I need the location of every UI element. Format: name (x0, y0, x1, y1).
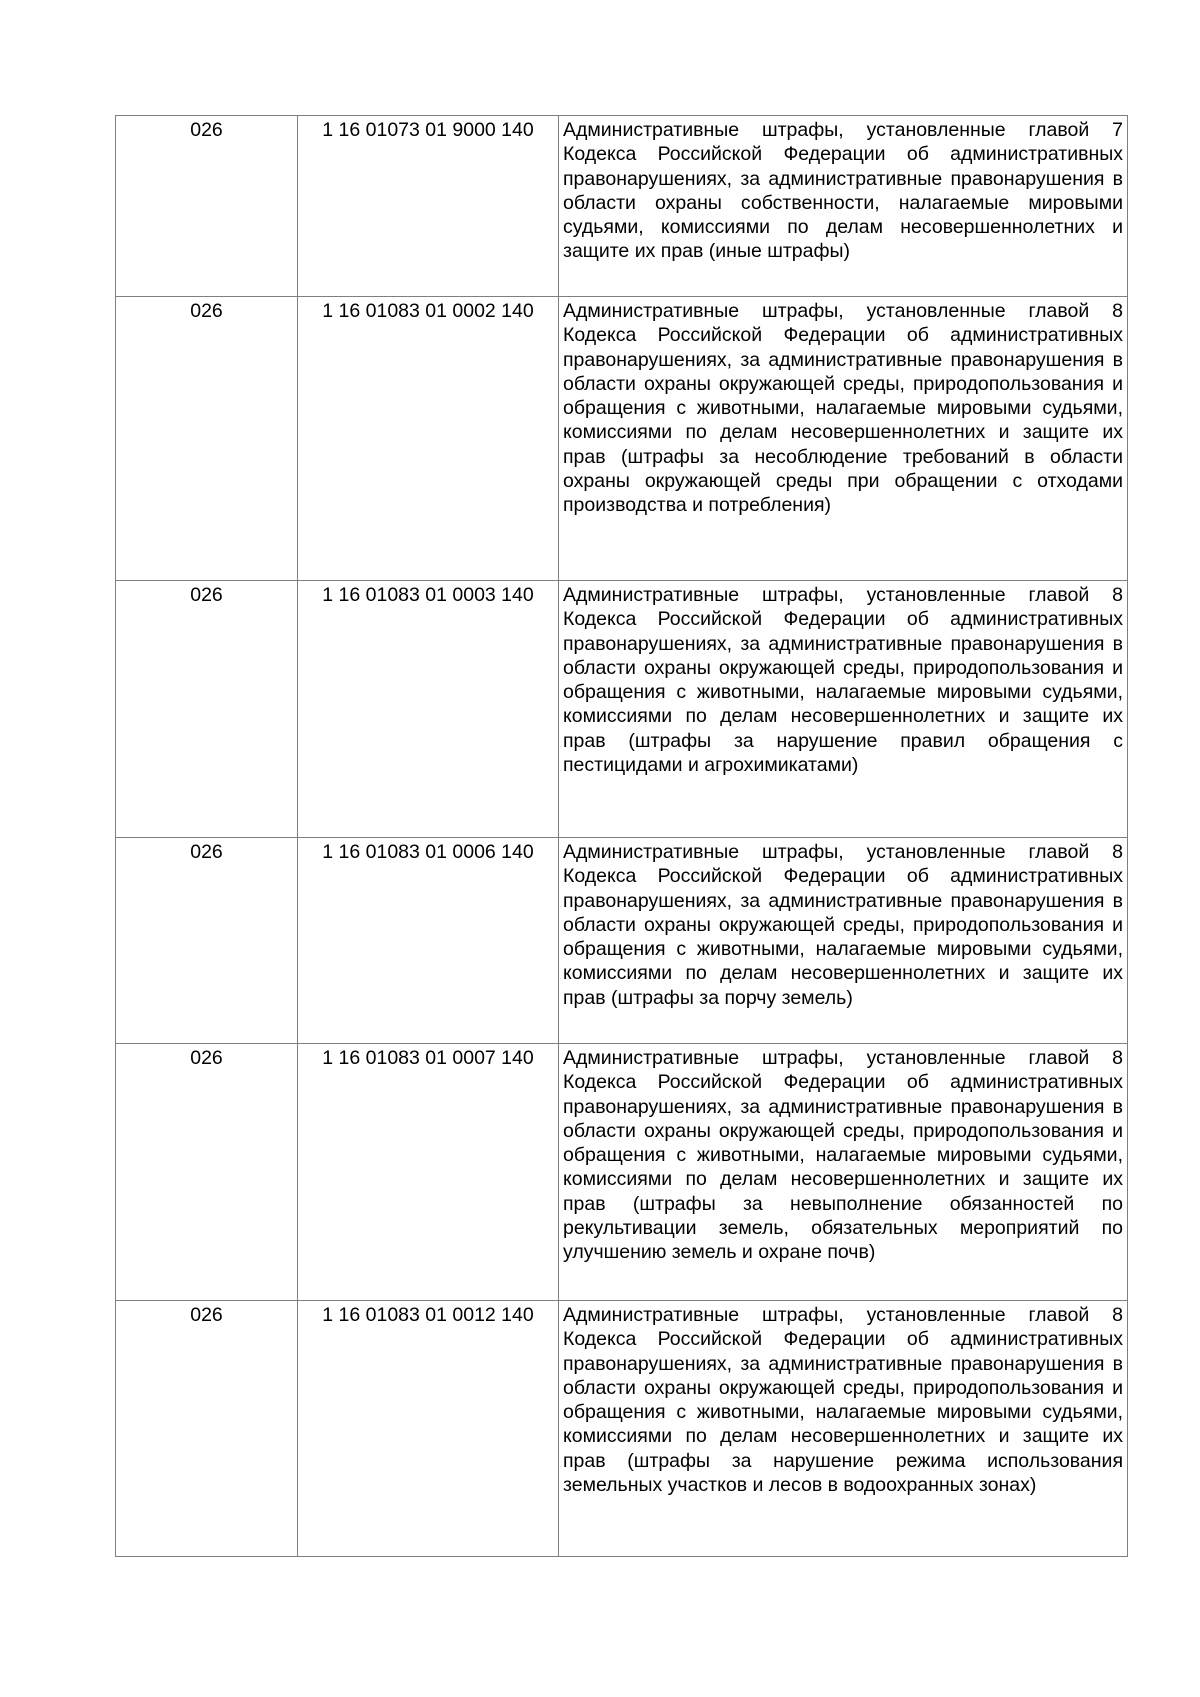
table-row (116, 581, 1128, 838)
revenue-name-cell: Административные штрафы, установленные главой 8 Кодекса Российской Федерации об административных правонарушениях, за административные правонарушения в области охраны окружающей среды, природопользования и обращения с животными, налагаемые мировыми судьями, комиссиями по делам несовершеннолетних и защите их прав (штрафы за порчу земель) (559, 838, 1128, 1044)
table-row (116, 838, 1128, 1044)
revenue-name-cell: Административные штрафы, установленные главой 8 Кодекса Российской Федерации об административных правонарушениях, за административные правонарушения в области охраны окружающей среды, природопользования и обращения с животными, налагаемые мировыми судьями, комиссиями по делам несовершеннолетних и защите их прав (штрафы за нарушение правил обращения с пестицидами и агрохимикатами) (559, 581, 1128, 838)
kbk-code-cell: 1 16 01073 01 9000 140 (298, 116, 559, 297)
budget-codes-table (115, 115, 1128, 1557)
admin-code-cell: 026 (116, 1301, 298, 1557)
document-page (115, 115, 1127, 1557)
revenue-name-cell: Административные штрафы, установленные главой 8 Кодекса Российской Федерации об административных правонарушениях, за административные правонарушения в области охраны окружающей среды, природопользования и обращения с животными, налагаемые мировыми судьями, комиссиями по делам несовершеннолетних и защите их прав (штрафы за несоблюдение требований в области охраны окружающей среды при обращении с отходами производства и потребления) (559, 297, 1128, 581)
table-row (116, 297, 1128, 581)
revenue-name-cell: Административные штрафы, установленные главой 8 Кодекса Российской Федерации об административных правонарушениях, за административные правонарушения в области охраны окружающей среды, природопользования и обращения с животными, налагаемые мировыми судьями, комиссиями по делам несовершеннолетних и защите их прав (штрафы за нарушение режима использования земельных участков и лесов в водоохранных зонах) (559, 1301, 1128, 1557)
kbk-code-cell: 1 16 01083 01 0006 140 (298, 838, 559, 1044)
revenue-name-cell: Административные штрафы, установленные главой 7 Кодекса Российской Федерации об административных правонарушениях, за административные правонарушения в области охраны собственности, налагаемые мировыми судьями, комиссиями по делам несовершеннолетних и защите их прав (иные штрафы) (559, 116, 1128, 297)
admin-code-cell: 026 (116, 838, 298, 1044)
admin-code-cell: 026 (116, 581, 298, 838)
kbk-code-cell: 1 16 01083 01 0007 140 (298, 1044, 559, 1301)
admin-code-cell: 026 (116, 1044, 298, 1301)
table-row (116, 1301, 1128, 1557)
kbk-code-cell: 1 16 01083 01 0012 140 (298, 1301, 559, 1557)
kbk-code-cell: 1 16 01083 01 0003 140 (298, 581, 559, 838)
table-row (116, 1044, 1128, 1301)
revenue-name-cell: Административные штрафы, установленные главой 8 Кодекса Российской Федерации об административных правонарушениях, за административные правонарушения в области охраны окружающей среды, природопользования и обращения с животными, налагаемые мировыми судьями, комиссиями по делам несовершеннолетних и защите их прав (штрафы за невыполнение обязанностей по рекультивации земель, обязательных мероприятий по улучшению земель и охране почв) (559, 1044, 1128, 1301)
table-row (116, 116, 1128, 297)
admin-code-cell: 026 (116, 116, 298, 297)
kbk-code-cell: 1 16 01083 01 0002 140 (298, 297, 559, 581)
admin-code-cell: 026 (116, 297, 298, 581)
